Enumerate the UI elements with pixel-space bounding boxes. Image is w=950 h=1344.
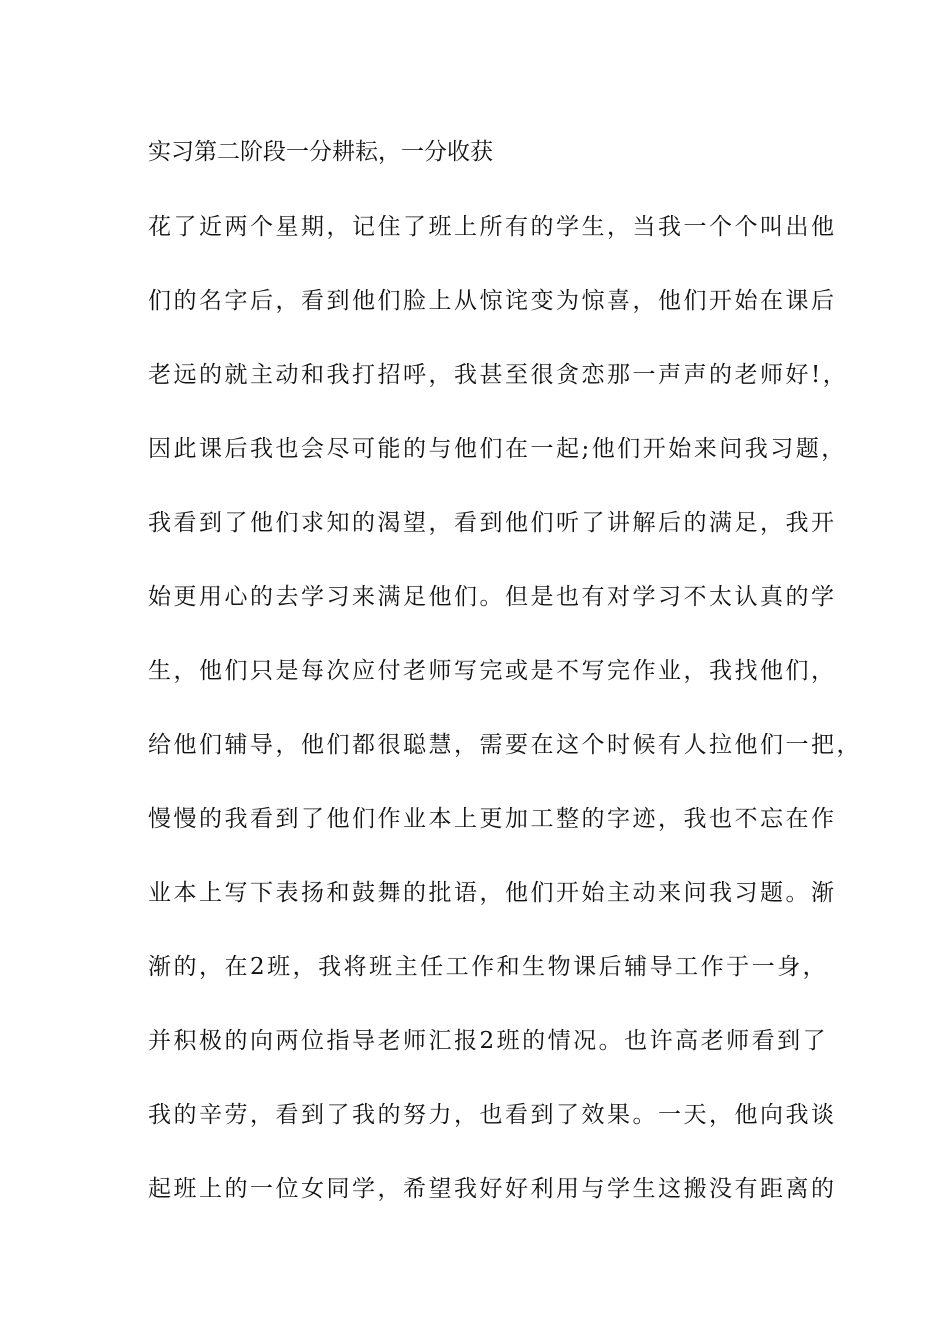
body-line: 们的名字后，看到他们脸上从惊诧变为惊喜，他们开始在课后 xyxy=(148,288,837,314)
body-line: 老远的就主动和我打招呼，我甚至很贪恋那一声声的老师好!， xyxy=(148,362,849,388)
body-line: 给他们辅导，他们都很聪慧，需要在这个时候有人拉他们一把， xyxy=(148,732,862,758)
body-line: 我的辛劳，看到了我的努力，也看到了效果。一天，他向我谈 xyxy=(148,1102,837,1128)
body-line: 起班上的一位女同学，希望我好好利用与学生这搬没有距离的 xyxy=(148,1176,837,1202)
body-line: 始更用心的去学习来满足他们。但是也有对学习不太认真的学 xyxy=(148,584,837,610)
body-line: 花了近两个星期，记住了班上所有的学生，当我一个个叫出他 xyxy=(148,214,837,240)
body-line: 生，他们只是每次应付老师写完或是不写完作业，我找他们， xyxy=(148,658,837,684)
document-body xyxy=(148,207,862,1243)
body-line: 慢慢的我看到了他们作业本上更加工整的字迹，我也不忘在作 xyxy=(148,806,837,832)
body-line: 业本上写下表扬和鼓舞的批语，他们开始主动来问我习题。渐 xyxy=(148,880,837,906)
body-line: 我看到了他们求知的渴望，看到他们听了讲解后的满足，我开 xyxy=(148,510,837,536)
body-line: 因此课后我也会尽可能的与他们在一起;他们开始来问我习题， xyxy=(148,436,847,462)
body-line: 渐的，在2班，我将班主任工作和生物课后辅导工作于一身， xyxy=(148,954,829,980)
body-line: 并积极的向两位指导老师汇报2班的情况。也许高老师看到了 xyxy=(148,1028,829,1054)
document-title: 实习第二阶段一分耕耘，一分收获 xyxy=(148,139,493,165)
